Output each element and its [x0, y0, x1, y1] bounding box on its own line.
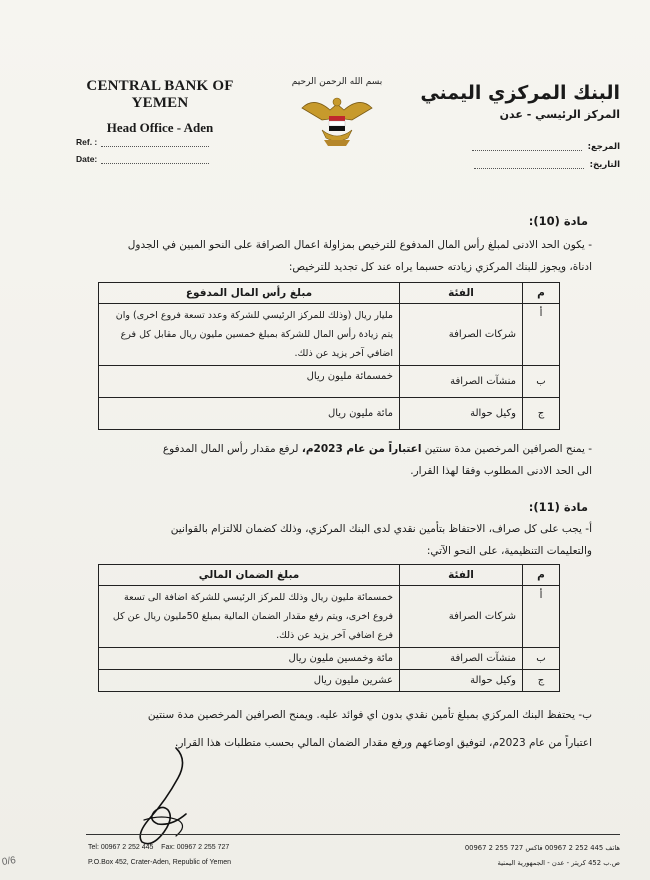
note-bold: اعتباراً من عام 2023م، [301, 443, 422, 455]
row-category: وكيل حوالة [400, 398, 523, 430]
table-row [99, 398, 560, 430]
ref-label: Ref. : [76, 137, 98, 147]
ar-date-field [474, 160, 620, 170]
row-num: ج [523, 398, 560, 430]
row-category: شركات الصرافة [400, 586, 523, 648]
date-field [76, 154, 209, 164]
row-amount: مائة وخمسين مليون ريال [99, 648, 400, 670]
article-11-intro [72, 518, 592, 562]
header-num: م [523, 565, 560, 586]
guarantee-table-header [99, 565, 560, 586]
table-row [99, 648, 560, 670]
capital-table-header [99, 283, 560, 304]
row-num: أ [523, 586, 560, 648]
table-row [99, 304, 560, 366]
note-post: لرفع مقدار رأس المال المدفوع [162, 443, 299, 455]
article-10-intro-line1: - يكون الحد الادنى لمبلغ رأس المال المدفوع للترخيص بمزاولة اعمال الصرافة على النحو المبين في الجدول [127, 239, 592, 251]
bank-name-en: CENTRAL BANK OF YEMEN [86, 78, 234, 111]
footer-fax: Fax: 00967 2 255 727 [161, 844, 230, 851]
basmala-text: بسم الله الرحمن الرحيم [292, 77, 382, 87]
office-name-en: Head Office - Aden [106, 120, 214, 135]
office-name-ar: المركز الرئيسي - عدن [499, 108, 620, 121]
english-letterhead [60, 78, 260, 136]
article-11-note-line1: ب- يحتفظ البنك المركزي بمبلغ تأمين نقدي بدون اي فوائد عليه. ويمنح الصرافين المرخصين مدة سنتين [147, 709, 592, 721]
date-dots [101, 163, 209, 164]
header-category: الفئة [400, 283, 523, 304]
ar-date-label: التاريخ: [589, 160, 620, 170]
row-num: ب [523, 648, 560, 670]
article-11-intro-line1: أ- يجب على كل صراف، الاحتفاظ بتأمين نقدي لدى البنك المركزي، وذلك كضمان للالتزام بالقوانين [170, 523, 592, 535]
row-amount: خمسمائة مليون ريال وذلك للمركز الرئيسي للشركة اضافة الى تسعة فروع اخرى، ويتم رفع مقدار الضمان المالية بمبلغ 50مليون ريال عن كل فرع اضافي آخر يزيد عن ذلك. [99, 586, 400, 648]
ref-field [76, 137, 209, 147]
row-category: منشآت الصرافة [400, 648, 523, 670]
row-num: ب [523, 366, 560, 398]
date-label: Date: [76, 154, 98, 164]
table-row [99, 586, 560, 648]
row-category: شركات الصرافة [400, 304, 523, 366]
article-11-intro-line2: والتعليمات التنظيمية، على النحو الآتي: [426, 545, 592, 557]
table-row [99, 366, 560, 398]
article-10-heading: مادة (10): [528, 214, 588, 228]
note-pre: - يمنح الصرافين المرخصين مدة سنتين [424, 443, 592, 455]
header-num: م [523, 283, 560, 304]
row-amount: خمسمائة مليون ريال [99, 366, 400, 398]
article-10-note [72, 438, 592, 482]
footer-contact-ar: هاتف 445 252 2 00967 فاكس 727 255 2 00967 [464, 844, 620, 852]
row-category: منشآت الصرافة [400, 366, 523, 398]
row-amount: مائة مليون ريال [99, 398, 400, 430]
row-num: أ [523, 304, 560, 366]
ref-dots [101, 146, 209, 147]
row-category: وكيل حوالة [400, 670, 523, 692]
margin-note: 0/6 [1, 855, 17, 868]
footer-divider [86, 834, 620, 835]
ar-ref-field [472, 142, 620, 152]
article-10-note-line2: الى الحد الادنى المطلوب وفقا لهذا القرار. [410, 465, 592, 477]
table-row [99, 670, 560, 692]
footer-address-en: P.O.Box 452, Crater-Aden, Republic of Yemen [88, 859, 232, 866]
row-amount: عشرين مليون ريال [99, 670, 400, 692]
row-num: ج [523, 670, 560, 692]
article-11-heading: مادة (11): [528, 500, 588, 514]
header-amount: مبلغ رأس المال المدفوع [99, 283, 400, 304]
article-10-note-line1 [72, 438, 592, 460]
guarantee-table [98, 564, 560, 692]
footer-address-ar: ص.ب 452 كريتر - عدن - الجمهورية اليمنية [497, 859, 620, 867]
footer-contact-en [88, 844, 229, 851]
article-10-intro-line2: ادناة، ويجوز للبنك المركزي زيادته حسبما يراه عند كل تجديد للترخيص: [288, 261, 592, 273]
ar-date-dots [474, 168, 584, 169]
arabic-letterhead [420, 82, 620, 121]
article-10-intro [72, 234, 592, 278]
header-amount: مبلغ الضمان المالي [99, 565, 400, 586]
bank-name-ar: البنك المركزي اليمني [420, 82, 620, 104]
row-amount: مليار ريال (وذلك للمركز الرئيسي للشركة وعدد تسعة فروع اخرى) وان يتم زيادة رأس المال للشركة بمبلغ خمسين مليون ريال مقابل كل فرع اضافي آخر يزيد عن ذلك. [99, 304, 400, 366]
header-category: الفئة [400, 565, 523, 586]
article-11-note-line2: اعتباراً من عام 2023م، لتوفيق اوضاعهم ورفع مقدار الضمان المالي بحسب متطلبات هذا القرار. [175, 737, 592, 749]
capital-table [98, 282, 560, 430]
yemen-eagle-emblem [292, 70, 382, 160]
footer-tel: Tel: 00967 2 252 445 [88, 844, 154, 851]
ar-ref-dots [472, 150, 582, 151]
ar-ref-label: المرجع: [587, 142, 620, 152]
